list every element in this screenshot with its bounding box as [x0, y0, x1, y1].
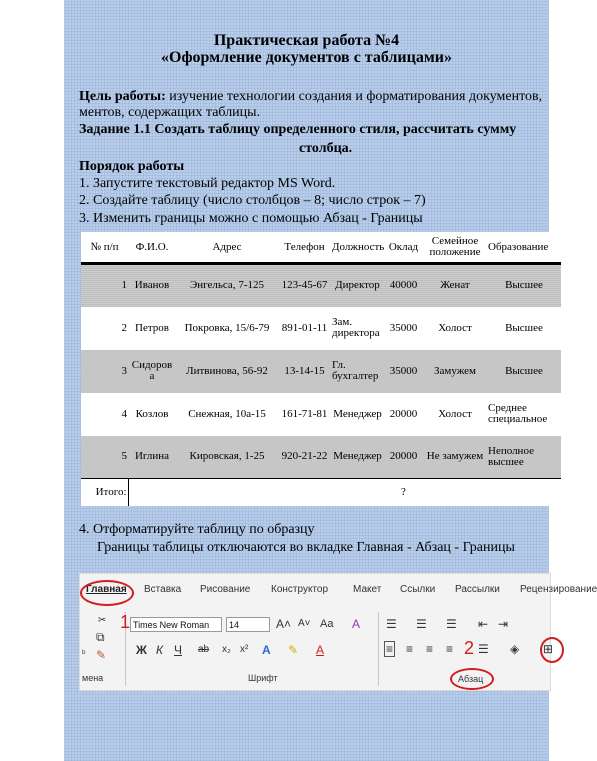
table-cell: Холост	[423, 307, 487, 350]
numbering-icon[interactable]: ☰	[416, 617, 427, 631]
borders-icon[interactable]: ⊞	[543, 642, 554, 656]
line-spacing-icon[interactable]: ☰	[478, 642, 489, 656]
table-header-row	[81, 232, 561, 264]
underline-icon[interactable]: Ч	[174, 643, 182, 657]
header-cell: Телефон	[278, 232, 331, 264]
step-4-note: Границы таблицы отключаются во вкладке Главная - Абзац - Границы	[97, 540, 515, 555]
clear-format-icon[interactable]: A	[352, 617, 361, 631]
goal-label: Цель работы:	[79, 89, 166, 104]
header-cell: Ф.И.О.	[128, 232, 176, 264]
shrink-font-icon[interactable]: A˅	[298, 618, 311, 629]
table-cell: Высшее	[487, 264, 561, 307]
ribbon-tabs	[80, 582, 597, 600]
word-ribbon-screenshot	[79, 573, 597, 691]
header-cell: Семейное положение	[423, 232, 487, 264]
cut-icon[interactable]: ✂	[98, 615, 107, 626]
tab-review[interactable]: Рецензирование	[520, 584, 597, 595]
page-subtitle: «Оформление документов с таблицами»	[161, 49, 452, 66]
employee-table	[81, 232, 561, 506]
header-cell: Образование	[487, 232, 561, 264]
step-3: 3. Изменить границы можно с помощью Абзац - Границы	[79, 211, 423, 226]
justify-icon[interactable]: ≡	[446, 642, 454, 656]
font-name-box[interactable]: Times New Roman	[130, 617, 222, 632]
bullets-icon[interactable]: ☰	[386, 617, 397, 631]
table-cell: 920-21-22	[278, 436, 331, 479]
highlight-paragraph-circle	[450, 668, 494, 690]
group-clipboard-label: мена	[82, 673, 104, 683]
table-cell: Директор	[331, 264, 384, 307]
table-cell: Кировская, 1-25	[176, 436, 278, 479]
subscript-icon[interactable]: x₂	[222, 644, 231, 655]
tab-design[interactable]: Конструктор	[271, 584, 329, 595]
table-cell: Менеджер	[331, 436, 384, 479]
total-value: ?	[384, 479, 423, 506]
highlight-home-circle	[80, 580, 134, 606]
table-cell: Сидоров а	[128, 350, 176, 393]
step-4: 4. Отформатируйте таблицу по образцу	[79, 522, 315, 537]
table-cell: Замужем	[423, 350, 487, 393]
table-row	[81, 350, 561, 393]
bold-icon[interactable]: Ж	[136, 643, 147, 657]
align-right-icon[interactable]: ≡	[426, 642, 434, 656]
table-cell: 1	[81, 264, 128, 307]
table-cell: Петров	[128, 307, 176, 350]
header-cell: Оклад	[384, 232, 423, 264]
header-cell: Адрес	[176, 232, 278, 264]
table-cell: Высшее	[487, 350, 561, 393]
italic-icon[interactable]: К	[156, 643, 164, 657]
page-title: Практическая работа №4	[213, 32, 400, 49]
table-cell: 4	[81, 393, 128, 436]
table-cell: 891-01-11	[278, 307, 331, 350]
tab-insert[interactable]: Вставка	[144, 584, 182, 595]
table-cell: 123-45-67	[278, 264, 331, 307]
table-cell: 5	[81, 436, 128, 479]
table-cell: Зам. директора	[331, 307, 384, 350]
table-row	[81, 393, 561, 436]
goal-line	[79, 88, 542, 105]
superscript-icon[interactable]: x²	[240, 644, 249, 655]
table-cell: Неполное высшее	[487, 436, 561, 479]
header-cell: № п/п	[81, 232, 128, 264]
table-cell: Не замужем	[423, 436, 487, 479]
table-cell: Энгельса, 7-125	[176, 264, 278, 307]
table-cell: 20000	[384, 393, 423, 436]
shading-icon[interactable]: ◈	[510, 642, 520, 656]
marker-1: 1	[120, 612, 131, 632]
table-row	[81, 307, 561, 350]
table-cell: Иглина	[128, 436, 176, 479]
total-label: Итого:	[81, 479, 128, 506]
tab-home[interactable]: Главная	[86, 584, 127, 595]
table-cell: 13-14-15	[278, 350, 331, 393]
table-cell: 20000	[384, 436, 423, 479]
font-color-icon[interactable]: A	[316, 643, 325, 657]
increase-indent-icon[interactable]: ⇥	[498, 617, 509, 631]
tab-mailings[interactable]: Рассылки	[455, 584, 500, 595]
tab-references[interactable]: Ссылки	[400, 584, 436, 595]
task-line-2: столбца.	[299, 141, 353, 156]
strikethrough-icon[interactable]: ab	[198, 644, 210, 655]
group-paragraph-label: Абзац	[458, 674, 484, 684]
table-cell: Козлов	[128, 393, 176, 436]
table-cell: Покровка, 15/6-79	[176, 307, 278, 350]
table-cell: Холост	[423, 393, 487, 436]
goal-text: изучение технологии создания и форматирования документов,	[165, 89, 543, 104]
group-font-label: Шрифт	[248, 673, 278, 683]
table-cell: Литвинова, 56-92	[176, 350, 278, 393]
goal-line-2: ментов, содержащих таблицы.	[79, 105, 261, 120]
change-case-icon[interactable]: Aa	[320, 618, 334, 630]
task-line-1: Задание 1.1 Создать таблицу определенного стиля, рассчитать сумму	[79, 122, 517, 137]
table-cell: 35000	[384, 350, 423, 393]
marker-2: 2	[464, 638, 475, 658]
table-cell: 35000	[384, 307, 423, 350]
copy-icon[interactable]: ⧉	[96, 630, 105, 644]
table-row	[81, 436, 561, 479]
document-page	[64, 0, 597, 761]
step-2: 2. Создайте таблицу (число столбцов – 8; число строк – 7)	[79, 193, 426, 208]
table-cell: 161-71-81	[278, 393, 331, 436]
paste-icon[interactable]: ᵇ	[82, 648, 86, 658]
decrease-indent-icon[interactable]: ⇤	[478, 617, 489, 631]
table-cell: Иванов	[128, 264, 176, 307]
tab-draw[interactable]: Рисование	[200, 584, 251, 595]
table-cell: Менеджер	[331, 393, 384, 436]
table-cell: Снежная, 10а-15	[176, 393, 278, 436]
highlight-icon[interactable]: ✎	[288, 643, 299, 657]
table-cell: Женат	[423, 264, 487, 307]
header-cell: Должность	[331, 232, 384, 264]
text-effects-icon[interactable]: A	[262, 643, 271, 657]
table-cell: Гл. бухгалтер	[331, 350, 384, 393]
table-cell: Высшее	[487, 307, 561, 350]
table-cell: 40000	[384, 264, 423, 307]
table-total-row	[81, 479, 561, 506]
table-row	[81, 264, 561, 307]
multilevel-list-icon[interactable]: ☰	[446, 617, 457, 631]
align-center-icon[interactable]: ≡	[406, 642, 414, 656]
table-cell: 2	[81, 307, 128, 350]
table-cell: Среднее специальное	[487, 393, 561, 436]
font-size-box[interactable]: 14	[226, 617, 270, 632]
order-heading: Порядок работы	[79, 159, 185, 174]
tab-layout[interactable]: Макет	[353, 584, 382, 595]
grow-font-icon[interactable]: A˄	[276, 617, 292, 631]
format-painter-icon[interactable]: ✎	[96, 648, 107, 662]
step-1: 1. Запустите текстовый редактор MS Word.	[79, 176, 336, 191]
table-cell: 3	[81, 350, 128, 393]
align-left-icon[interactable]: ≡	[386, 642, 394, 656]
